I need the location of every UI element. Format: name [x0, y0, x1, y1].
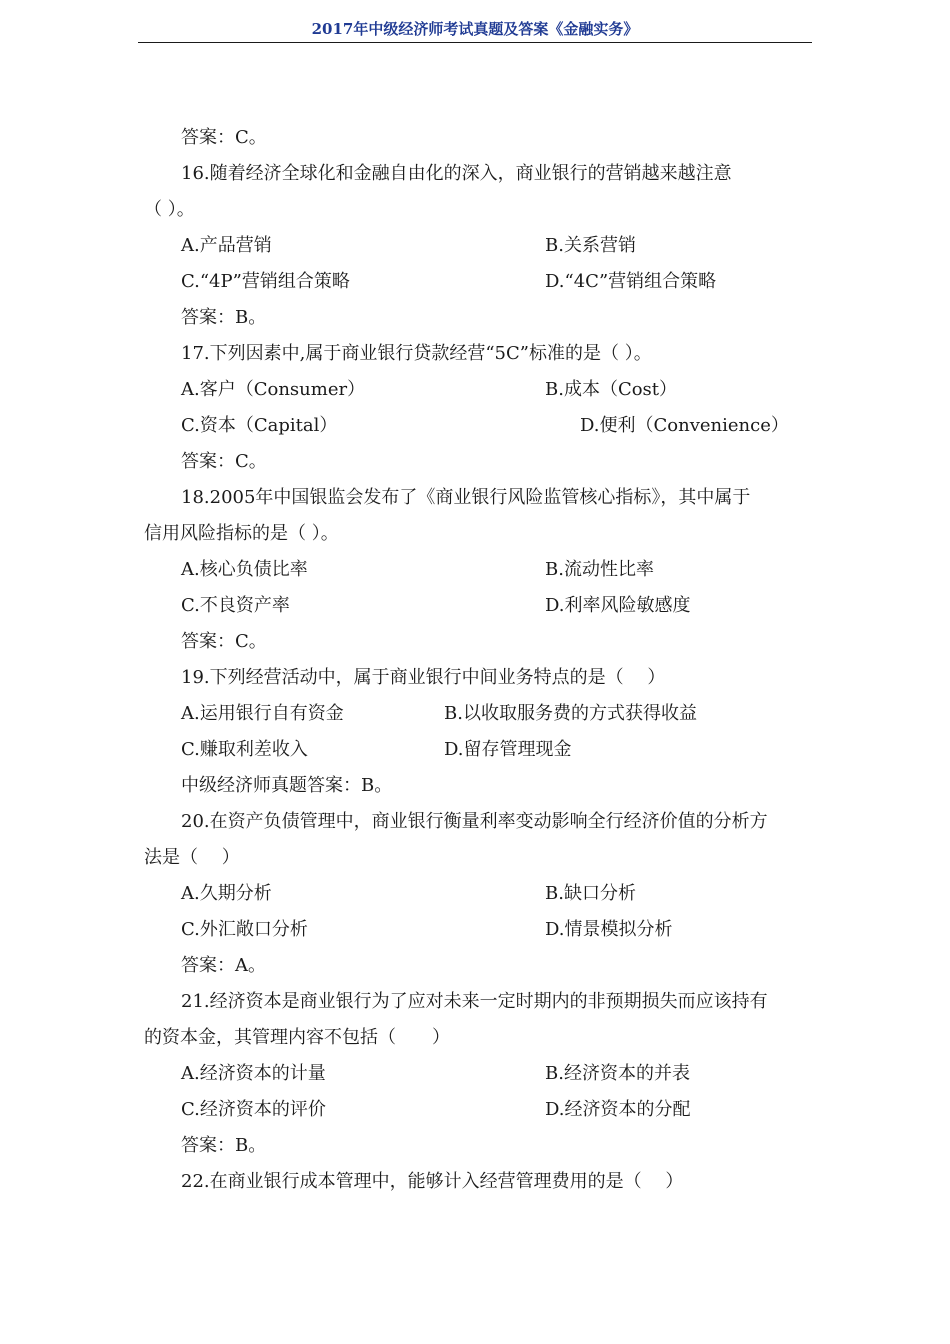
question-21-option-c: C.经济资本的评价 — [181, 1099, 326, 1120]
question-17-option-d: D.便利（Convenience） — [580, 415, 789, 436]
question-22: 22.在商业银行成本管理中，能够计入经营管理费用的是（ ） — [181, 1171, 684, 1192]
question-21-line-2: 的资本金，其管理内容不包括（ ） — [144, 1027, 450, 1048]
question-18-option-c: C.不良资产率 — [181, 595, 290, 616]
question-16-line-2: （ ）。 — [144, 199, 195, 220]
question-19-option-b: B.以收取服务费的方式获得收益 — [444, 703, 697, 724]
page-header: 2017年中级经济师考试真题及答案《金融实务》 — [138, 18, 812, 43]
question-18-option-d: D.利率风险敏感度 — [545, 595, 691, 616]
question-17-option-a: A.客户（Consumer） — [181, 379, 366, 400]
question-19-option-c: C.赚取利差收入 — [181, 739, 308, 760]
question-16-option-a: A.产品营销 — [181, 235, 272, 256]
question-21-option-b: B.经济资本的并表 — [545, 1063, 690, 1084]
question-20-option-a: A.久期分析 — [181, 883, 272, 904]
question-19-option-a: A.运用银行自有资金 — [181, 703, 344, 724]
answer-18: 答案：C。 — [181, 631, 267, 652]
question-17-option-c: C.资本（Capital） — [181, 415, 338, 436]
question-18-option-a: A.核心负债比率 — [181, 559, 308, 580]
question-20-line-2: 法是（ ） — [144, 847, 240, 868]
question-21-option-d: D.经济资本的分配 — [545, 1099, 691, 1120]
question-19: 19.下列经营活动中，属于商业银行中间业务特点的是（ ） — [181, 667, 666, 688]
answer-16: 答案：B。 — [181, 307, 267, 328]
answer-17: 答案：C。 — [181, 451, 267, 472]
question-17: 17.下列因素中,属于商业银行贷款经营“5C”标准的是（ ）。 — [181, 343, 652, 364]
answer-20: 答案：A。 — [181, 955, 266, 976]
question-18-option-b: B.流动性比率 — [545, 559, 654, 580]
question-19-option-d: D.留存管理现金 — [444, 739, 572, 760]
question-21-line-1: 21.经济资本是商业银行为了应对未来一定时期内的非预期损失而应该持有 — [181, 991, 768, 1012]
question-21-option-a: A.经济资本的计量 — [181, 1063, 326, 1084]
question-18-line-1: 18.2005年中国银监会发布了《商业银行风险监管核心指标》，其中属于 — [181, 487, 751, 508]
question-16-option-b: B.关系营销 — [545, 235, 636, 256]
question-16-option-d: D.“4C”营销组合策略 — [545, 271, 717, 292]
question-18-line-2: 信用风险指标的是（ ）。 — [144, 523, 339, 544]
answer-21: 答案：B。 — [181, 1135, 267, 1156]
question-20-option-b: B.缺口分析 — [545, 883, 636, 904]
question-17-option-b: B.成本（Cost） — [545, 379, 678, 400]
question-16-line-1: 16.随着经济全球化和金融自由化的深入，商业银行的营销越来越注意 — [181, 163, 732, 184]
question-20-option-c: C.外汇敞口分析 — [181, 919, 308, 940]
answer-15: 答案：C。 — [181, 127, 267, 148]
answer-19: 中级经济师真题答案：B。 — [181, 775, 393, 796]
question-16-option-c: C.“4P”营销组合策略 — [181, 271, 350, 292]
question-20-option-d: D.情景模拟分析 — [545, 919, 673, 940]
question-20-line-1: 20.在资产负债管理中，商业银行衡量利率变动影响全行经济价值的分析方 — [181, 811, 768, 832]
